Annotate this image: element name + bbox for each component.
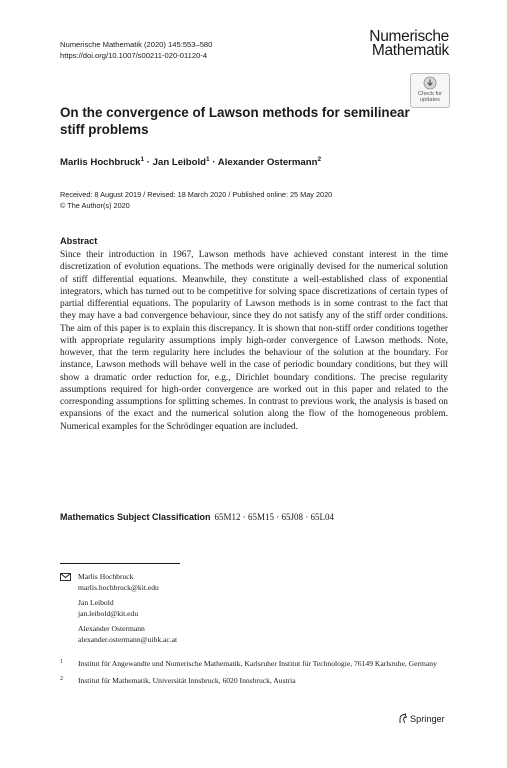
author-list: [60, 156, 321, 168]
msc-label: Mathematics Subject Classification: [60, 512, 211, 522]
affiliation-text: Institut für Mathematik, Universität Innsbruck, 6020 Innsbruck, Austria: [78, 675, 296, 685]
abstract-heading: Abstract: [60, 236, 98, 246]
journal-citation: Numerische Mathematik (2020) 145:553–580: [60, 40, 213, 49]
date-history: Received: 8 August 2019 / Revised: 18 March 2020 / Published online: 25 May 2020: [60, 190, 333, 199]
footnote-divider: [60, 563, 180, 564]
affiliation-entry: [60, 676, 460, 687]
doi-link[interactable]: https://doi.org/10.1007/s00211-020-01120-4: [60, 51, 208, 60]
affiliation-number: 1: [60, 659, 63, 665]
contact-list: [60, 572, 460, 650]
abstract-text: Since their introduction in 1967, Lawson methods have achieved constant interest in the time discretization of evolution equations. The methods were originally devised for the numerical solution of stiff differential equations. Meanwhile, they constitute a well-established class of exponential integrators, which has turned out to be competitive for solving space discretizations of certain types of partial differential equations. The popularity of Lawson methods is in some contrast to the fact that they may have a bad convergence behaviour, since they do not satisfy any of the stiff order conditions. The aim of this paper is to explain this discrepancy. It is shown that non-stiff order conditions together with appropriate regularity assumptions imply high-order convergence of Lawson methods. Note, however, that the term regularity here includes the behaviour of the solution at the boundary. For instance, Lawson methods will behave well in the case of periodic boundary conditions, but they will show a dramatic order reduction for, e.g., Dirichlet boundary conditions. The precise regularity assumptions required for high-order convergence are worked out in this paper and related to the corresponding assumptions for splitting schemes. In contrast to previous work, the analysis is based on expansions of the exact and the numerical solution along the flow of the homogeneous problem. Numerical examples for the Schrödinger equation are included.: [60, 250, 448, 432]
author-separator: ·: [209, 157, 218, 169]
contact-entry: [60, 572, 460, 593]
msc-codes: 65M12 · 65M15 · 65J08 · 65L04: [214, 512, 335, 522]
author-affiliation-mark: 2: [317, 156, 322, 163]
subject-classification: [60, 512, 334, 522]
publisher-logo[interactable]: [397, 713, 445, 724]
check-for-updates-icon: [423, 76, 437, 90]
contact-email[interactable]: jan.leibold@kit.edu: [78, 608, 139, 618]
copyright-notice: © The Author(s) 2020: [60, 201, 130, 210]
affiliation-number: 2: [60, 675, 63, 682]
author-name[interactable]: Marlis Hochbruck: [60, 157, 141, 169]
contact-email[interactable]: alexander.ostermann@uibk.ac.at: [78, 634, 178, 644]
logo-line-2: Mathematik: [371, 42, 449, 59]
envelope-icon: [60, 573, 71, 581]
journal-logo: [369, 30, 449, 58]
check-updates-line-1: Check for: [418, 91, 442, 97]
check-updates-line-2: updates: [420, 97, 440, 103]
author-affiliation-mark: 1: [205, 156, 210, 163]
publication-dates: [60, 189, 332, 211]
logo-line-1: Numerische: [369, 28, 449, 45]
check-for-updates-badge[interactable]: [410, 73, 450, 108]
author-separator: ·: [144, 157, 153, 169]
affiliation-text: Institut für Angewandte und Numerische Mathematik, Karlsruher Institut für Technologie, 76149 Karlsruhe, Germany: [78, 659, 437, 668]
contact-entry: [60, 624, 460, 645]
contact-name: Jan Leibold: [78, 598, 114, 607]
contact-name: Marlis Hochbruck: [78, 572, 134, 581]
author-name[interactable]: Jan Leibold: [152, 157, 206, 169]
paper-title: On the convergence of Lawson methods for semilinear stiff problems: [60, 105, 410, 137]
affiliation-entry: [60, 659, 460, 670]
springer-horse-icon: [397, 713, 408, 724]
author-name[interactable]: Alexander Ostermann: [217, 157, 318, 169]
journal-info: [60, 39, 212, 61]
publisher-name: Springer: [410, 713, 445, 724]
author-affiliation-mark: 1: [140, 156, 145, 163]
contact-entry: [60, 598, 460, 619]
affiliation-list: [60, 659, 460, 692]
contact-name: Alexander Ostermann: [78, 624, 145, 633]
contact-email[interactable]: marlis.hochbruck@kit.edu: [78, 582, 159, 592]
